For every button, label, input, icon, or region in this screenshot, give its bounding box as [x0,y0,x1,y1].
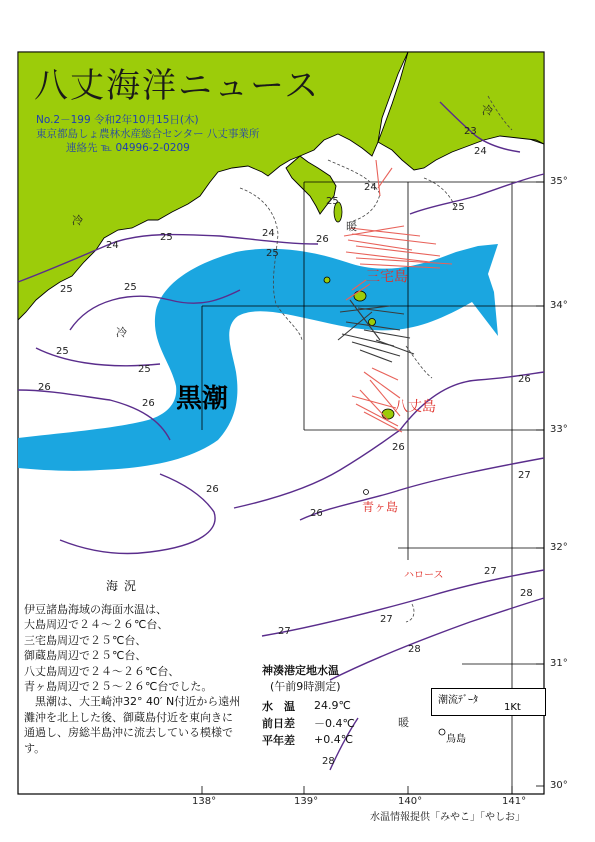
isotherm-label: 24 [474,146,487,157]
data-source-footer: 水温情報提供「みやこ」「やしお」 [370,812,525,823]
page-title: 八丈海洋ニュース [34,66,321,106]
legend-unit: 1Kt [504,702,521,713]
warm-mark: 暖 [398,716,409,729]
port-temp-row [262,731,355,748]
isotherm-label: 25 [138,364,151,375]
port-temp-row [262,697,355,714]
port-temp-row-value: +0.4℃ [314,733,354,746]
longitude-label: 138° [192,796,217,807]
longitude-label: 139° [294,796,319,807]
org-line: 東京都島しょ農林水産総合センター 八丈事業所 [36,128,260,140]
isotherm-label: 25 [326,196,339,207]
latitude-label: 31° [550,658,568,669]
miyake-label: 三宅島 [366,269,408,285]
sea-conditions-heading: 海況 [106,579,143,593]
isotherm-label: 25 [452,202,465,213]
haroosu-label: ハロース [404,570,444,581]
isotherm-label: 24 [364,182,377,193]
isotherm-label: 27 [380,614,393,625]
port-temp-subtitle: (午前9時測定) [270,680,341,693]
port-temp-row-label: 平年差 [262,733,295,747]
port-temp-row-value: －0.4℃ [314,716,355,730]
island-kozu [324,277,330,283]
latitude-label: 34° [550,300,568,311]
isotherm-label: 28 [520,588,533,599]
latitude-label: 30° [550,780,568,791]
island-mikura [369,319,376,326]
port-temp-table [262,662,355,748]
isotherm-label: 26 [142,398,155,409]
latitude-label: 35° [550,176,568,187]
isotherm-label: 28 [322,756,335,767]
isotherm-label: 26 [392,442,405,453]
isotherm-label: 25 [124,282,137,293]
isotherm-label: 25 [266,248,279,259]
port-temp-row-label: 前日差 [262,716,295,730]
isotherm-label: 26 [316,234,329,245]
aogashima-label: 青ヶ島 [362,500,399,514]
issue-line: No.2－199 令和2年10月15日(木) [36,114,199,126]
hachijo-label: 八丈島 [394,399,436,415]
isotherm-label: 28 [408,644,421,655]
torishima-label: 鳥島 [446,734,466,745]
sea-conditions-body: 伊豆諸島海域の海面水温は、 大島周辺で２４～２６℃台、 三宅島周辺で２５℃台、 御蔵島周辺で２５℃台、 八丈島周辺で２４～２６℃台、 青ヶ島周辺で２５～２６℃台でした。 黒潮は、大王崎沖32° 40′ N付近から遠州 灘沖を北上した後、御蔵島付近を東向きに 通過し、房総半島沖に流去している模様で す。 [24,603,241,755]
longitude-label: 140° [398,796,423,807]
isotherm-label: 25 [60,284,73,295]
isotherm-label: 27 [518,470,531,481]
current-legend [431,688,546,716]
legend-label: 潮流ﾃﾞｰﾀ [438,695,478,706]
cold-mark: 冷 [72,214,83,227]
island-aogashima [364,490,369,495]
port-temp-row [262,714,355,731]
isotherm-label: 25 [56,346,69,357]
isotherm-label: 25 [160,232,173,243]
longitude-label: 141° [502,796,527,807]
isotherm-label: 26 [518,374,531,385]
latitude-label: 33° [550,424,568,435]
isotherm-label: 27 [278,626,291,637]
island-hachijo [382,409,394,419]
kuroshio-label: 黒潮 [176,384,229,414]
cold-mark: 冷 [482,104,493,117]
isotherm-label: 24 [106,240,119,251]
port-temp-row-label: 水 温 [262,699,295,713]
warm-mark: 暖 [346,220,357,233]
isotherm-label: 24 [262,228,275,239]
port-temp-row-value: 24.9℃ [314,699,351,712]
island-torishima [439,729,445,735]
cold-mark: 冷 [116,326,127,339]
isotherm-label: 23 [464,126,477,137]
isotherm-label: 27 [484,566,497,577]
latitude-label: 32° [550,542,568,553]
isotherm-label: 26 [38,382,51,393]
isotherm-label: 26 [206,484,219,495]
isotherm-label: 26 [310,508,323,519]
island-miyake [354,291,366,301]
port-temp-title: 神湊港定地水温 [262,664,339,677]
contact-line: 連絡先 ℡ 04996-2-0209 [66,142,190,154]
